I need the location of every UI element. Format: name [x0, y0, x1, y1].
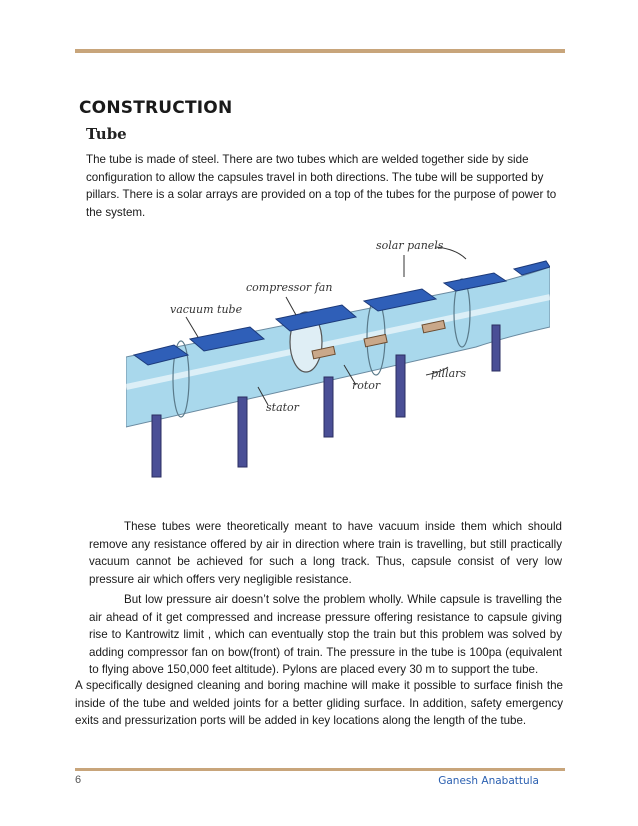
label-vacuum-tube: vacuum tube: [170, 303, 243, 316]
pillar: [492, 325, 500, 371]
label-compressor-fan: compressor fan: [246, 281, 333, 294]
page-number: 6: [75, 774, 82, 786]
section-heading: CONSTRUCTION: [79, 98, 233, 118]
header-rule: [75, 49, 565, 53]
label-solar-panels: solar panels: [376, 239, 444, 252]
paragraph-vacuum: These tubes were theoretically meant to have vacuum inside them which should remove any resistance offered by air in direction where train is travelling, but still practically vacuum cannot be achieved for such a long track. Thus, capsule consist of very low pressure air which offers very negligible resistance.: [89, 520, 562, 586]
hyperloop-tube-illustration: [126, 227, 550, 487]
pillar: [396, 355, 405, 417]
pillar: [238, 397, 247, 467]
arrow: [286, 297, 296, 315]
pillar: [324, 377, 333, 437]
tube-drawing: [126, 227, 550, 487]
tube-body: [126, 267, 550, 427]
subheading: Tube: [86, 125, 127, 143]
paragraph-cleaning: A specifically designed cleaning and boring machine will make it possible to surface finish the inside of the tube and welded joints for a better gliding surface. In addition, safety emergency exits and pressurization ports will be added in key locations along the length of the tube.: [75, 679, 563, 728]
label-stator: stator: [266, 401, 299, 414]
arrow: [186, 317, 198, 337]
label-pillars: pillars: [431, 367, 467, 380]
intro-paragraph: The tube is made of steel. There are two tubes which are welded together side by side configuration to allow the capsules travel in both directions. The tube will be supported by pillars. There is a solar arrays are provided on a top of the tubes for the purpose of power to the system.: [86, 153, 557, 219]
author-name: Ganesh Anabattula: [438, 775, 539, 787]
paragraph-kantrowitz: But low pressure air doesn’t solve the problem wholly. While capsule is travelling the air ahead of it get compressed and increase pressure offering resistance to capsule giving rise to Kantrowitz limit , which can eventually stop the train but this problem was solved by adding compressor fan on bow(front) of train. The pressure in the tube is 100pa (equivalent to flying above 150,000 feet altitude). Pylons are placed every 30 m to support the tube.: [89, 593, 562, 677]
footer-rule: [75, 768, 565, 771]
pillar: [152, 415, 161, 477]
label-rotor: rotor: [352, 379, 381, 392]
